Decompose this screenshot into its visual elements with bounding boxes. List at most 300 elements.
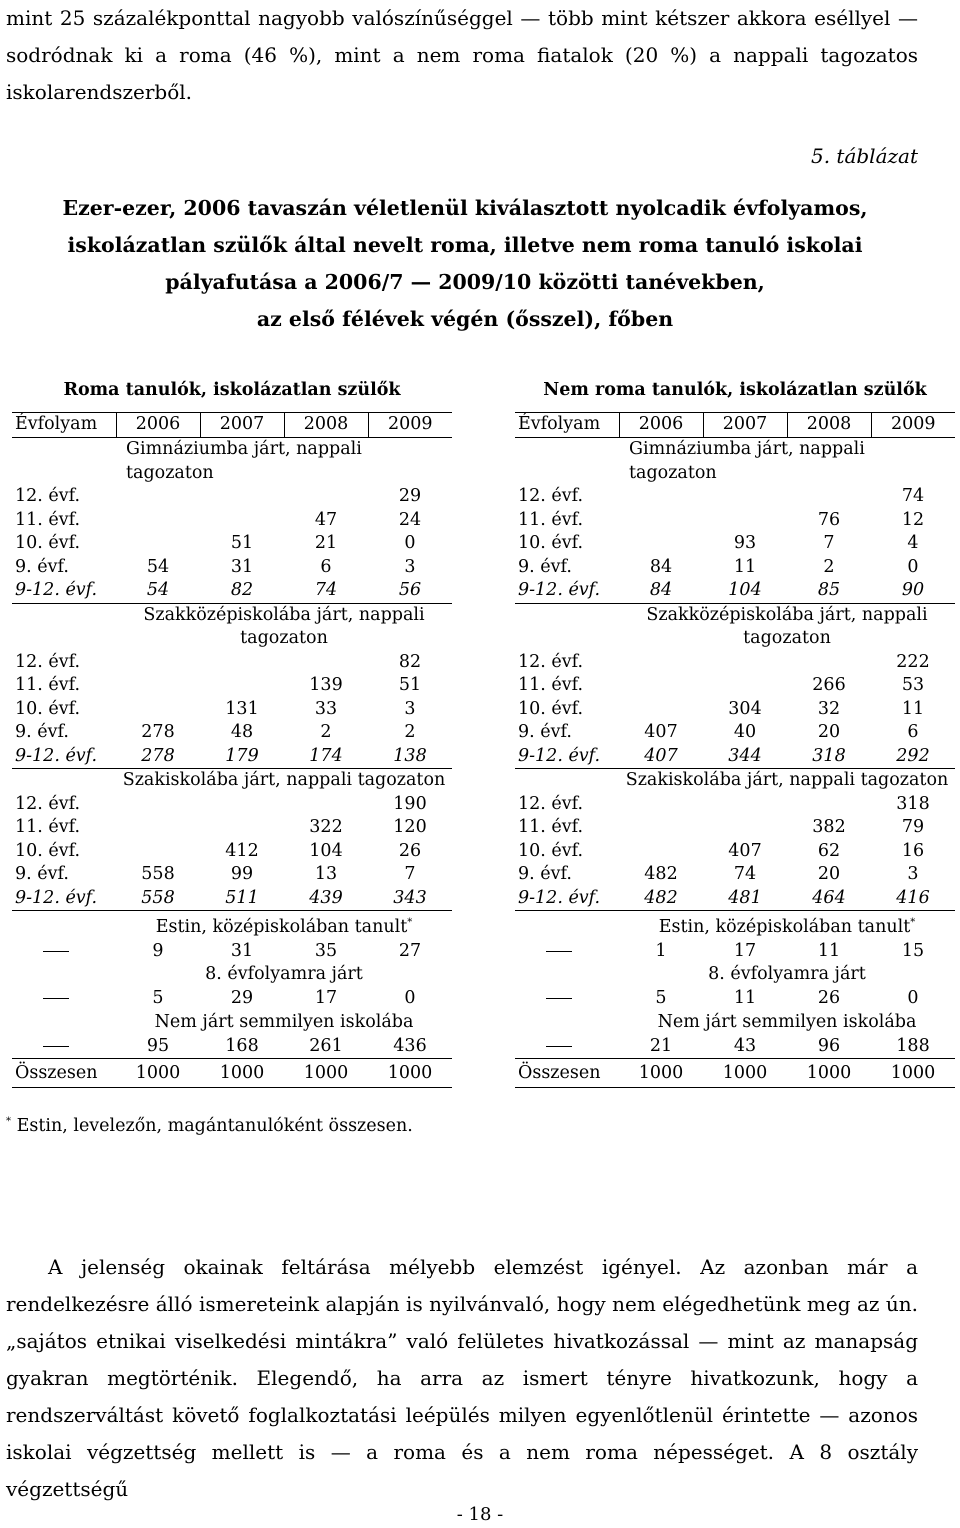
table-cell: 6 [907, 722, 919, 742]
roma-table-heading: Roma tanulók, iskolázatlan szülők [63, 380, 401, 400]
body-line: iskolai végzettség mellett is — a roma és a nem roma népességet. A 8 osztály végzettségű [6, 1440, 918, 1501]
header-cell: 2007 [703, 413, 787, 438]
table-cell: 20 [817, 722, 841, 742]
sum-row [515, 887, 955, 911]
table-cell: 9. évf. [518, 556, 572, 577]
table-cell: 48 [230, 722, 254, 742]
table-cell [515, 911, 619, 940]
table-row [12, 939, 452, 963]
table-cell [116, 840, 200, 864]
table-cell: 407 [644, 722, 678, 742]
table-cell: 15 [901, 940, 925, 961]
table-cell [116, 651, 200, 675]
table-cell: 3 [404, 556, 416, 577]
table-cell [515, 1011, 619, 1035]
total-row [12, 1059, 452, 1088]
roma-table-block [12, 372, 452, 1088]
table-cell: 416 [871, 887, 955, 911]
table-cell: 3 [907, 864, 919, 884]
table-cell: 5 [152, 988, 164, 1009]
table-cell: 10. évf. [518, 840, 584, 861]
nemroma-table-block [515, 372, 955, 1088]
table-row [515, 863, 955, 887]
table-cell: 179 [200, 745, 284, 769]
table-cell: 9 [152, 940, 164, 961]
dash-mark [546, 951, 572, 952]
table-cell: 51 [230, 533, 254, 553]
table-cell: 1000 [200, 1059, 284, 1088]
table-cell: 344 [703, 745, 787, 769]
table-cell: 53 [901, 675, 925, 695]
table-cell [515, 939, 619, 963]
section-row [12, 769, 452, 793]
title-line: iskolázatlan szülők által nevelt roma, illetve nem roma tanuló iskolai [67, 233, 863, 257]
table-cell: 304 [728, 698, 762, 719]
intro-line: sodródnak ki a roma (46 %), mint a nem roma fiatalok (20 %) a nappali tagozatos [6, 43, 918, 67]
table-cell: 131 [225, 698, 259, 719]
table-cell [515, 603, 619, 651]
section-row [12, 438, 452, 486]
table-cell [116, 485, 200, 509]
table-cell [619, 793, 703, 817]
section-title: 8. évfolyamra járt [708, 964, 866, 985]
table-cell: 318 [787, 745, 871, 769]
table-cell: 74 [733, 864, 757, 884]
table-cell [200, 651, 284, 675]
table-cell: 82 [200, 579, 284, 603]
table-row [515, 509, 955, 533]
table-cell [12, 1034, 116, 1059]
table-cell: 93 [733, 533, 757, 553]
table-cell: 10. évf. [15, 533, 81, 553]
table-cell [368, 438, 452, 486]
section-title: Szakközépiskolába járt, nappali tagozaton [646, 604, 928, 648]
table-cell: 82 [398, 651, 422, 672]
table-cell: 11. évf. [518, 675, 584, 695]
dash-mark [43, 1046, 69, 1047]
table-cell: 120 [393, 817, 427, 837]
table-cell [116, 509, 200, 533]
header-cell: 2007 [200, 413, 284, 438]
table-row [515, 556, 955, 580]
table-cell [12, 911, 116, 940]
intro-line: iskolarendszerből. [6, 80, 193, 104]
table-cell [116, 793, 200, 817]
section-row [12, 1011, 452, 1035]
table-cell: 56 [368, 579, 452, 603]
table-cell: 17 [733, 940, 757, 961]
table-cell [12, 1011, 116, 1035]
table-cell: 9. évf. [15, 556, 69, 577]
table-cell: 7 [404, 864, 416, 884]
intro-paragraph [6, 0, 918, 111]
table-cell: 436 [393, 1035, 427, 1056]
table-cell [12, 939, 116, 963]
text-span: Estin, levelezőn, magántanulóként összesen. [11, 1116, 413, 1136]
table-row [515, 698, 955, 722]
table-cell: 407 [728, 840, 762, 861]
section-title: Szakiskolába járt, nappali tagozaton [625, 770, 949, 790]
table-cell: 10. évf. [518, 533, 584, 553]
table-cell [12, 987, 116, 1011]
table-row [515, 532, 955, 556]
table-cell: 84 [649, 556, 673, 577]
table-cell: 412 [225, 840, 259, 861]
table-cell [619, 840, 703, 864]
table-cell: 96 [817, 1035, 841, 1056]
table-cell: 1000 [871, 1059, 955, 1088]
text-span: * [910, 917, 916, 928]
table-cell: 482 [619, 887, 703, 911]
table-cell [12, 438, 116, 486]
table-cell: 9. évf. [518, 864, 572, 884]
table-title [0, 190, 930, 338]
table-cell [515, 438, 619, 486]
section-row [515, 1011, 955, 1035]
section-title: Szakközépiskolába járt, nappali tagozaton [143, 604, 425, 648]
table-cell: 20 [817, 864, 841, 884]
table-cell [515, 769, 619, 793]
table-cell [703, 816, 787, 840]
table-row [515, 840, 955, 864]
table-cell: 382 [812, 817, 846, 837]
table-cell: 26 [398, 840, 422, 861]
table-cell [619, 698, 703, 722]
table-cell: Összesen [515, 1059, 619, 1088]
table-cell: 12. évf. [15, 793, 81, 814]
table-cell: 343 [368, 887, 452, 911]
table-cell: 292 [871, 745, 955, 769]
table-cell: 90 [871, 579, 955, 603]
table-cell: 54 [116, 579, 200, 603]
table-row [515, 939, 955, 963]
table-row [515, 485, 955, 509]
text-span: Estin, középiskolában tanult [658, 916, 911, 937]
table-cell: 74 [284, 579, 368, 603]
table-cell: 464 [787, 887, 871, 911]
table-cell: 10. évf. [518, 698, 584, 719]
section-row [12, 911, 452, 940]
table-cell: 43 [733, 1035, 757, 1056]
table-cell: 16 [901, 840, 925, 861]
table-cell: 9-12. évf. [515, 887, 619, 911]
dash-mark [546, 998, 572, 999]
table-cell: 10. évf. [15, 840, 81, 861]
table-cell [116, 532, 200, 556]
table-cell [619, 485, 703, 509]
dash-mark [43, 998, 69, 999]
table-cell [12, 769, 116, 793]
table-cell: 4 [907, 533, 919, 553]
table-cell [200, 816, 284, 840]
table-cell: 40 [733, 722, 757, 742]
table-cell [200, 793, 284, 817]
table-cell [871, 438, 955, 486]
table-cell: 99 [230, 864, 254, 884]
header-cell: Évfolyam [515, 413, 619, 438]
table-cell: 11. évf. [518, 509, 584, 530]
table-row [515, 674, 955, 698]
table-cell: 33 [314, 698, 338, 719]
header-cell: 2008 [787, 413, 871, 438]
sum-row [515, 745, 955, 769]
sum-row [12, 579, 452, 603]
table-row [515, 816, 955, 840]
table-cell [12, 603, 116, 651]
section-row [515, 438, 955, 486]
table-cell [284, 485, 368, 509]
table-cell: 54 [146, 556, 170, 577]
table-cell: Összesen [12, 1059, 116, 1088]
table-row [12, 556, 452, 580]
table-cell: 47 [314, 509, 338, 530]
table-cell: 11 [733, 556, 757, 577]
table-cell: 11. évf. [15, 675, 81, 695]
section-title: 8. évfolyamra járt [205, 964, 363, 985]
table-cell: 2 [320, 722, 332, 742]
body-line: A jelenség okainak feltárása mélyebb elemzést igényel. Az azonban már a [48, 1255, 918, 1279]
table-row [12, 840, 452, 864]
table-cell [703, 509, 787, 533]
table-cell [116, 674, 200, 698]
table-cell [619, 674, 703, 698]
table-cell: 9-12. évf. [515, 579, 619, 603]
table-cell: 51 [398, 675, 422, 695]
table-row [12, 532, 452, 556]
title-line: az első félévek végén (ősszel), főben [256, 307, 674, 331]
table-row [515, 651, 955, 675]
body-line: gyakran megtörténik. Elegendő, ha arra az ismert tényre hivatkozunk, hogy a [6, 1366, 918, 1390]
table-cell [619, 509, 703, 533]
table-cell [703, 793, 787, 817]
header-cell: 2006 [619, 413, 703, 438]
section-title: Nem járt semmilyen iskolába [657, 1011, 917, 1032]
table-cell [284, 793, 368, 817]
table-cell: 79 [901, 817, 925, 837]
section-title [116, 911, 452, 940]
table-cell: 558 [141, 864, 175, 884]
table-cell: 482 [644, 864, 678, 884]
text-span: * [407, 917, 413, 928]
table-row [12, 651, 452, 675]
table-cell: 76 [817, 509, 841, 530]
table-cell: 13 [314, 864, 338, 884]
table-cell: 481 [703, 887, 787, 911]
table-row [12, 509, 452, 533]
table-cell: 74 [901, 486, 925, 506]
table-row [12, 485, 452, 509]
intro-line: mint 25 százalékponttal nagyobb valószínűséggel — több mint kétszer akkora eséllyel — [6, 6, 918, 30]
table-cell [116, 816, 200, 840]
table-cell: 1 [655, 940, 667, 961]
table-cell: 261 [309, 1035, 343, 1056]
table-cell: 278 [141, 722, 175, 742]
table-cell [116, 698, 200, 722]
title-line: Ezer-ezer, 2006 tavaszán véletlenül kiválasztott nyolcadik évfolyamos, [62, 196, 868, 220]
table-cell [200, 485, 284, 509]
table-cell [515, 963, 619, 987]
table-cell: 139 [309, 675, 343, 695]
table-row [515, 721, 955, 745]
sum-row [515, 579, 955, 603]
table-cell: 31 [230, 556, 254, 577]
section-title: Gimnáziumba járt, nappali tagozaton [126, 439, 362, 483]
body-paragraph [6, 1249, 918, 1508]
table-cell: 439 [284, 887, 368, 911]
table-cell: 2 [823, 556, 835, 577]
table-cell [619, 651, 703, 675]
table-cell [12, 963, 116, 987]
text-span: * [6, 1116, 11, 1128]
table-row [12, 863, 452, 887]
table-row [515, 1034, 955, 1059]
section-row [515, 769, 955, 793]
section-row [12, 963, 452, 987]
table-row [12, 698, 452, 722]
table-cell: 21 [314, 533, 338, 553]
sum-row [12, 745, 452, 769]
table-cell: 5 [655, 988, 667, 1009]
section-row [515, 911, 955, 940]
table-row [12, 721, 452, 745]
table-row [12, 816, 452, 840]
table-cell: 9-12. évf. [12, 887, 116, 911]
table-cell: 10. évf. [15, 698, 81, 719]
section-title: Nem járt semmilyen iskolába [154, 1011, 414, 1032]
table-cell: 104 [309, 840, 343, 861]
table-cell: 511 [200, 887, 284, 911]
table-cell: 11 [901, 698, 925, 719]
table-cell: 12. évf. [15, 486, 81, 506]
dash-mark [43, 951, 69, 952]
table-row [12, 793, 452, 817]
table-cell: 1000 [787, 1059, 871, 1088]
table-cell: 174 [284, 745, 368, 769]
body-line: rendelkezésre álló ismereteink alapján is nyilvánvaló, hogy nem elégedhetünk meg az ún. [6, 1292, 918, 1316]
header-cell: 2006 [116, 413, 200, 438]
table-cell: 62 [817, 840, 841, 861]
table-cell [787, 651, 871, 675]
table-cell [703, 674, 787, 698]
table-caption: 5. táblázat [810, 144, 918, 168]
table-cell [619, 816, 703, 840]
table-cell: 9-12. évf. [12, 745, 116, 769]
nemroma-table [515, 412, 955, 1088]
table-cell: 95 [146, 1035, 170, 1056]
table-cell: 2 [404, 722, 416, 742]
table-cell: 1000 [368, 1059, 452, 1088]
table-cell: 9. évf. [15, 864, 69, 884]
table-cell: 9. évf. [15, 722, 69, 742]
table-cell [787, 485, 871, 509]
table-cell: 558 [116, 887, 200, 911]
section-row [12, 603, 452, 651]
header-cell: 2008 [284, 413, 368, 438]
table-cell: 12. évf. [15, 651, 81, 672]
table-cell [515, 1034, 619, 1059]
table-row [515, 793, 955, 817]
table-cell: 11 [733, 988, 757, 1009]
table-cell: 11. évf. [15, 817, 81, 837]
table-cell: 9-12. évf. [12, 579, 116, 603]
table-cell [703, 651, 787, 675]
header-cell: 2009 [871, 413, 955, 438]
table-cell: 11. évf. [518, 817, 584, 837]
table-cell: 12 [901, 509, 925, 530]
section-row [515, 963, 955, 987]
table-cell [619, 532, 703, 556]
table-cell: 7 [823, 533, 835, 553]
table-cell: 24 [398, 509, 422, 530]
table-cell [284, 651, 368, 675]
table-header-row [12, 413, 452, 438]
body-line: „sajátos etnikai viselkedési mintákra” való felületes hivatkozással — mint az manapság [6, 1329, 918, 1353]
table-row [12, 987, 452, 1011]
table-cell: 6 [320, 556, 332, 577]
table-cell: 190 [393, 793, 427, 814]
section-row [515, 603, 955, 651]
table-cell: 222 [896, 651, 930, 672]
table-cell: 11. évf. [15, 509, 81, 530]
table-cell: 29 [230, 988, 254, 1009]
header-cell: 2009 [368, 413, 452, 438]
table-cell [200, 674, 284, 698]
table-cell: 266 [812, 675, 846, 695]
table-cell: 32 [817, 698, 841, 719]
table-cell: 21 [649, 1035, 673, 1056]
table-cell: 168 [225, 1035, 259, 1056]
table-cell: 0 [404, 988, 416, 1009]
table-cell: 29 [398, 486, 422, 506]
section-title [619, 911, 955, 940]
total-row [515, 1059, 955, 1088]
table-cell: 12. évf. [518, 651, 584, 672]
table-cell: 318 [896, 793, 930, 814]
table-cell: 138 [368, 745, 452, 769]
table-cell: 3 [404, 698, 416, 719]
table-cell: 84 [619, 579, 703, 603]
table-cell: 0 [907, 556, 919, 577]
table-cell: 0 [404, 533, 416, 553]
table-cell [515, 987, 619, 1011]
table-cell [703, 485, 787, 509]
table-cell: 27 [398, 940, 422, 961]
table-cell: 85 [787, 579, 871, 603]
table-cell: 1000 [703, 1059, 787, 1088]
page-number: - 18 - [456, 1504, 504, 1525]
table-cell: 0 [907, 988, 919, 1009]
section-title: Szakiskolába járt, nappali tagozaton [122, 770, 446, 790]
table-cell [787, 793, 871, 817]
table-cell: 17 [314, 988, 338, 1009]
table-row [12, 1034, 452, 1059]
table-cell: 104 [703, 579, 787, 603]
table-cell: 1000 [619, 1059, 703, 1088]
table-row [12, 674, 452, 698]
table-footnote [6, 1116, 413, 1136]
table-cell: 31 [230, 940, 254, 961]
table-header-row [515, 413, 955, 438]
table-cell: 12. évf. [518, 793, 584, 814]
table-cell: 1000 [284, 1059, 368, 1088]
header-cell: Évfolyam [12, 413, 116, 438]
table-cell: 9. évf. [518, 722, 572, 742]
table-cell: 188 [896, 1035, 930, 1056]
title-line: pályafutása a 2006/7 — 2009/10 közötti tanévekben, [165, 270, 765, 294]
table-cell: 278 [116, 745, 200, 769]
sum-row [12, 887, 452, 911]
nemroma-table-heading: Nem roma tanulók, iskolázatlan szülők [543, 380, 927, 400]
